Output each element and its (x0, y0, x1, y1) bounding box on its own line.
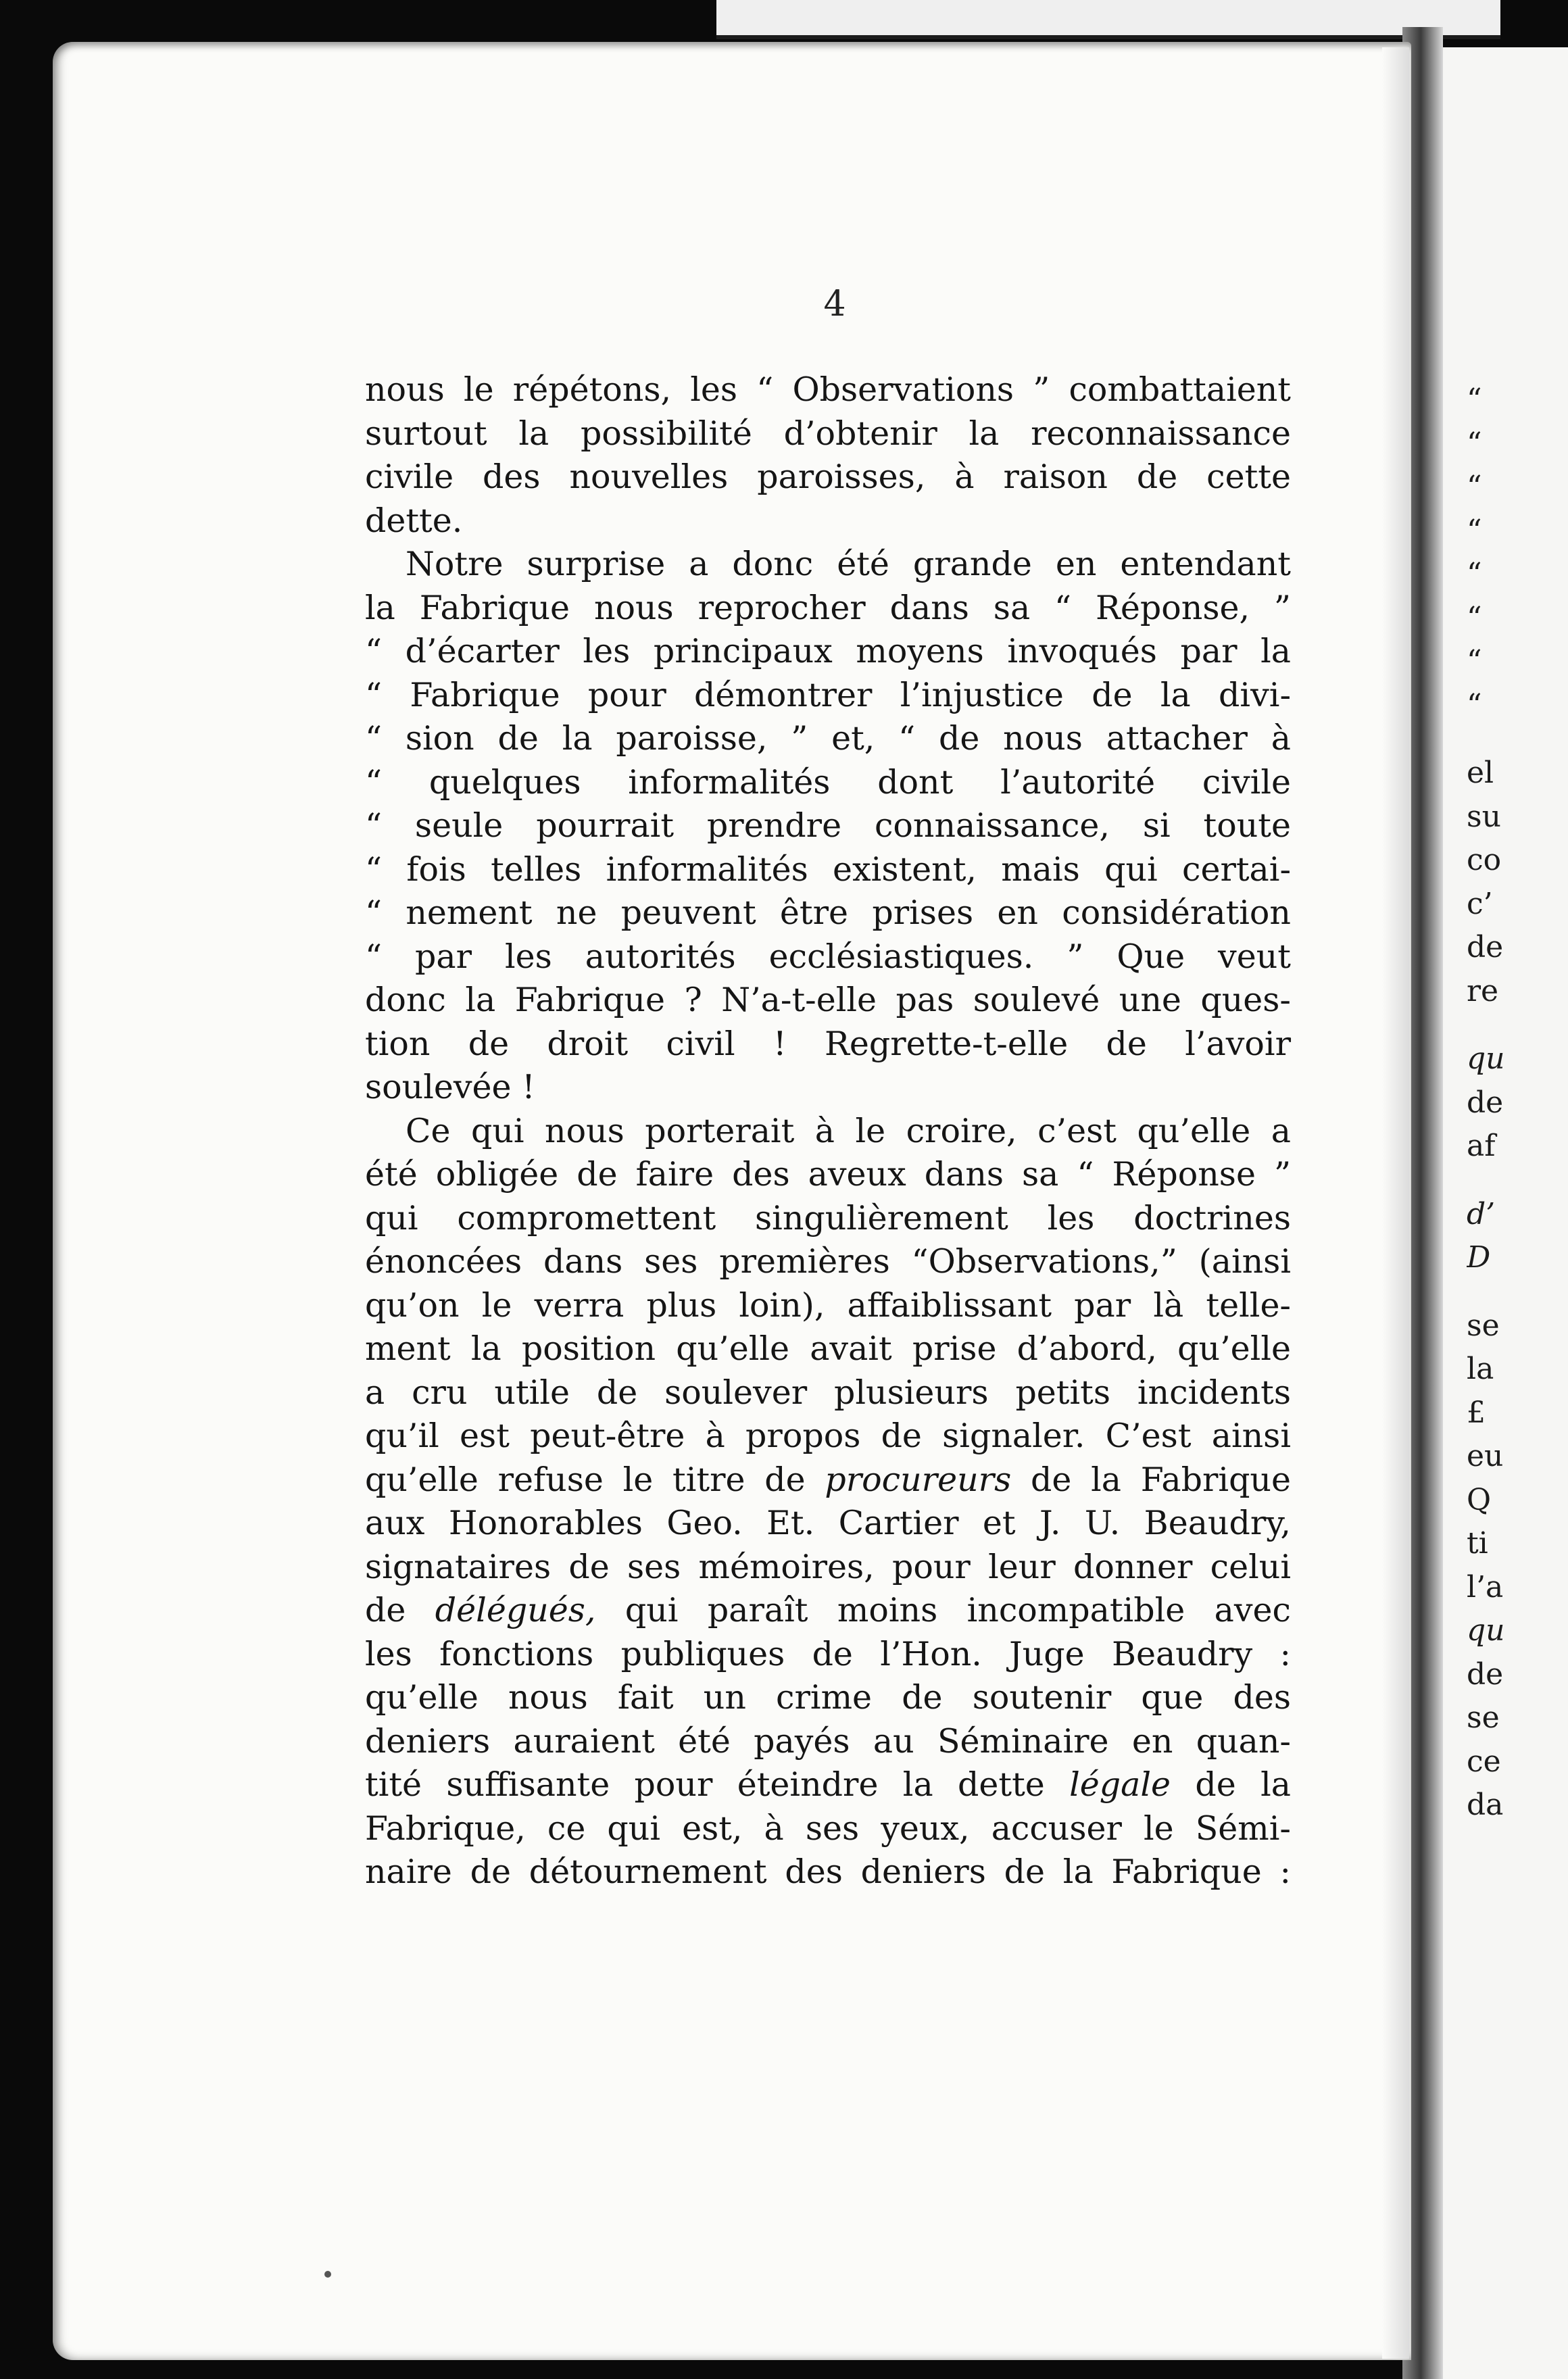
ink-speck (324, 2271, 331, 2278)
facing-fragment (1467, 1280, 1568, 1304)
italic-text-segment: légale (1069, 1765, 1171, 1804)
text-segment: qui paraît moins incompatible avec (595, 1591, 1291, 1629)
page-edge (1382, 47, 1409, 2359)
text-line: nous le répétons, les “ Observations ” combattaient (365, 370, 1291, 409)
facing-fragment: “ (1467, 383, 1482, 417)
text-line (365, 1589, 1291, 1633)
text-line: naire de détournement des deniers de la Fabrique : (365, 1853, 1291, 1891)
text-line: “ fois telles informalités existent, mais qui certai- (365, 850, 1291, 889)
facing-page-text (1467, 378, 1568, 1828)
text-line: “ d’écarter les principaux moyens invoqués par la (365, 632, 1291, 670)
facing-fragment: el (1467, 756, 1494, 790)
main-text-block (365, 368, 1291, 1894)
text-line: la Fabrique nous reprocher dans sa “ Réponse, ” (365, 588, 1291, 627)
facing-fragment (1467, 1169, 1568, 1193)
text-line: “ seule pourrait prendre connaissance, si toute (365, 806, 1291, 845)
text-line: civile des nouvelles paroisses, à raison de cette (365, 458, 1291, 496)
facing-fragment: “ (1467, 513, 1482, 548)
italic-text-segment: procureurs (825, 1460, 1012, 1499)
facing-fragment: £ (1467, 1395, 1486, 1430)
text-line: énoncées dans ses premières “Observations,” (ainsi (365, 1242, 1291, 1281)
facing-fragment: de (1467, 1085, 1504, 1120)
facing-fragment: Q (1467, 1482, 1492, 1517)
text-line: qu’on le verra plus loin), affaiblissant par là telle- (365, 1285, 1291, 1325)
text-line: les fonctions publiques de l’Hon. Juge Beaudry : (365, 1634, 1291, 1673)
text-line: “ Fabrique pour démontrer l’injustice de la divi- (365, 675, 1291, 714)
facing-fragment: af (1467, 1129, 1496, 1163)
text-line: Ce qui nous porterait à le croire, c’est qu’elle a (406, 1111, 1291, 1150)
text-line: signataires de ses mémoires, pour leur donner celui (365, 1547, 1291, 1586)
facing-fragment: qu (1467, 1041, 1505, 1076)
text-line (365, 1458, 1291, 1502)
facing-fragment: c’ (1467, 886, 1493, 921)
text-line: donc la Fabrique ? N’a-t-elle pas soulevé une ques- (365, 981, 1291, 1019)
facing-fragment: qu (1467, 1613, 1505, 1648)
text-line: qui compromettent singulièrement les doctrines (365, 1198, 1291, 1237)
facing-fragment: ce (1467, 1744, 1501, 1779)
text-line: “ par les autorités ecclésiastiques. ” Que veut (365, 937, 1291, 976)
facing-fragment: “ (1467, 557, 1482, 591)
text-line (365, 1763, 1291, 1807)
top-strip (716, 0, 1500, 39)
facing-fragment: eu (1467, 1439, 1504, 1473)
text-line: dette. (365, 501, 463, 540)
text-segment: de la Fabrique (1011, 1460, 1291, 1499)
facing-fragment: la (1467, 1352, 1494, 1386)
text-line: “ sion de la paroisse, ” et, “ de nous attacher à (365, 719, 1291, 758)
facing-fragment (1467, 727, 1568, 752)
text-line: “ nement ne peuvent être prises en considération (365, 893, 1291, 932)
facing-fragment: de (1467, 1657, 1504, 1692)
facing-fragment: se (1467, 1700, 1500, 1735)
facing-fragment: re (1467, 973, 1499, 1008)
text-line: qu’il est peut-être à propos de signaler. C’est ainsi (365, 1417, 1291, 1455)
facing-fragment: de (1467, 930, 1504, 964)
facing-fragment: “ (1467, 644, 1482, 679)
facing-fragment: ti (1467, 1526, 1488, 1561)
text-line: deniers auraient été payés au Séminaire en quan- (365, 1721, 1291, 1761)
text-line: “ quelques informalités dont l’autorité civile (365, 762, 1291, 802)
facing-fragment: co (1467, 843, 1502, 877)
text-line: été obligée de faire des aveux dans sa “ Réponse ” (365, 1155, 1291, 1194)
text-segment: de (365, 1591, 435, 1629)
facing-fragment: “ (1467, 600, 1482, 635)
text-line: tion de droit civil ! Regrette-t-elle de l’avoir (365, 1024, 1291, 1063)
facing-fragment: “ (1467, 426, 1482, 461)
facing-fragment: d’ (1467, 1196, 1496, 1231)
text-line: qu’elle nous fait un crime de soutenir que des (365, 1678, 1291, 1717)
page-number: 4 (823, 284, 846, 324)
facing-fragment: da (1467, 1788, 1504, 1822)
facing-fragment: se (1467, 1308, 1500, 1343)
text-segment: de la (1171, 1765, 1291, 1804)
text-line: Fabrique, ce qui est, à ses yeux, accuser le Sémi- (365, 1809, 1291, 1848)
text-segment: qu’elle refuse le titre de (365, 1460, 825, 1499)
text-segment: tité suffisante pour éteindre la dette (365, 1765, 1070, 1804)
text-line: surtout la possibilité d’obtenir la reconnaissance (365, 414, 1291, 453)
text-line: Notre surprise a donc été grande en entendant (406, 545, 1291, 583)
text-line: soulevée ! (365, 1068, 535, 1106)
facing-fragment: “ (1467, 687, 1482, 722)
text-line: ment la position qu’elle avait prise d’abord, qu’elle (365, 1329, 1291, 1368)
facing-fragment: l’a (1467, 1569, 1504, 1604)
facing-fragment: “ (1467, 470, 1482, 504)
italic-text-segment: délégués, (435, 1591, 596, 1629)
facing-fragment (1467, 1013, 1568, 1037)
text-line: a cru utile de soulever plusieurs petits incidents (365, 1373, 1291, 1412)
text-line: aux Honorables Geo. Et. Cartier et J. U. Beaudry, (365, 1504, 1291, 1542)
facing-fragment: D (1467, 1240, 1491, 1275)
facing-fragment: su (1467, 799, 1501, 834)
